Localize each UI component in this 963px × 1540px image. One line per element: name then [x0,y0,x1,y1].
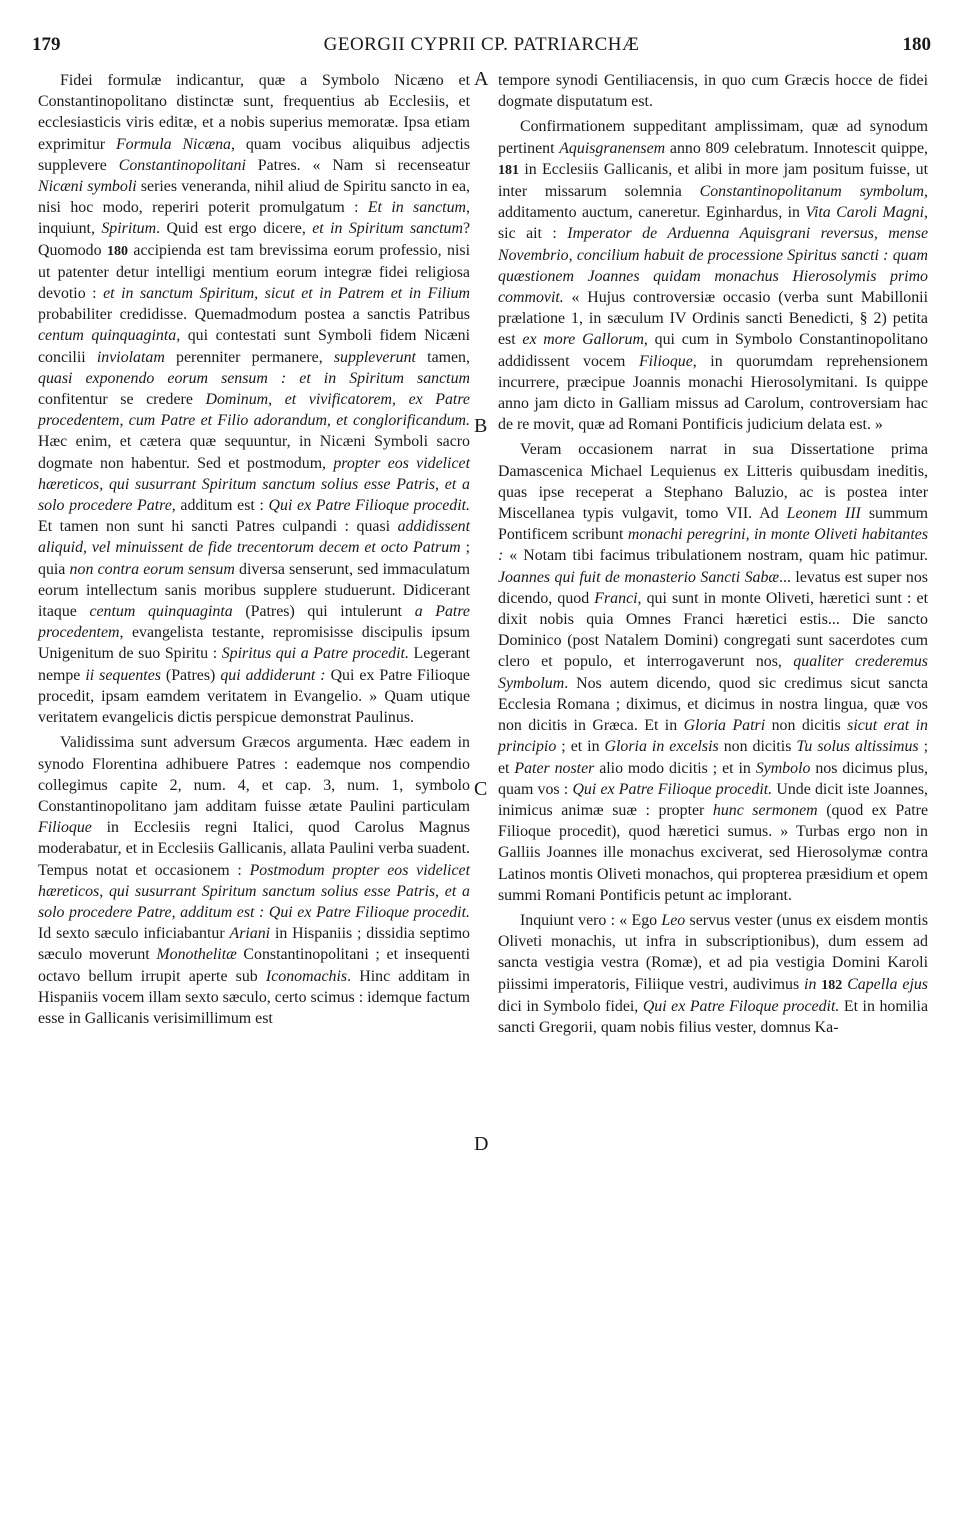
text-run: , sic ait : [498,204,928,243]
text-run: , additum est : [171,497,269,515]
text-run: in Ecclesiis Gallicanis, et alibi in more jam positum fuisse, ut inter missarum solemnia [498,160,928,201]
text-run: tempore synodi Gentiliacensis, in quo cum Græcis hocce de fidei dogmate disputatum est. [498,72,928,111]
margin-letter-b: B [474,415,488,437]
italic-text: qui addiderunt : [220,666,326,684]
right-paragraph-1 [498,70,928,112]
italic-text: monachi peregrini, in monte Oliveti habitantes : [498,526,928,565]
italic-text: Constantinopolitani [118,156,246,174]
page-number-left: 179 [32,34,61,55]
page-number-right: 180 [902,34,931,55]
text-run: ; et [498,738,928,777]
text-run: Constantinopolitani ; et insequenti octavo bellum irrupit aperte sub [38,946,470,985]
running-title: GEORGII CYPRII CP. PATRIARCHÆ [323,34,640,55]
text-run: « Hujus controversiæ occasio (verba sunt Mabillonii prælatione 1, in sæculum IV Ordinis sancti Benedicti, § 2) petita est [498,289,928,349]
text-run: Qui ex Patre Filioque procedit, ipsam eamdem veritatem in Evangelio. » Quam utique veritatem evangelicis dictis perspicue demonstrat Paulinus. [38,666,470,727]
italic-text: Capella ejus [847,975,928,993]
italic-text: Pater noster [514,759,595,777]
right-paragraph-3 [498,439,928,905]
page-header [30,34,933,64]
italic-text: Gloria in excelsis [604,738,719,756]
italic-text: Imperator de Arduenna Aquisgrani reversus, mense Novembrio, concilium habuit de processione Spiritus sancti : quam quæstionem Joannes quidam monachus Hierosolymis primo commovit. [498,225,928,307]
text-run: , evangelista testante, repromisisse discipulis ipsum Unigenitum de suo Spiritu : [38,624,470,663]
left-column [38,70,470,1029]
italic-text: Postmodum propter eos videlicet hæreticos, qui susurrant Spiritum sanctum solius esse Patris, et a solo procedere Patre, additum est : Qui ex Patre Filioque procedit. [38,861,470,921]
left-paragraph-1 [38,70,470,728]
italic-text: et in sanctum Spiritum, sicut et in Patrem et in Filium [103,285,470,303]
text-run: diversa senserunt, sed immaculatum eorum intellectum sanis moribus supplere studuerunt. Didicerant itaque [38,560,470,621]
text-run: , inquiunt, [38,199,470,238]
italic-text: sicut erat in principio [498,717,928,756]
italic-text: Joannes qui fuit de monasterio Sancti Sabæ [498,568,780,586]
text-run: . Nos autem dicendo, quod sic credimus sicut sancta Ecclesia Romana ; diximus, et dicimus in nostra lingua, quæ vos non dicitis in Græca. Et in [498,674,928,735]
italic-text: Leonem III [786,505,861,523]
margin-letter-c: C [474,778,488,800]
italic-text: Leo [661,911,686,929]
italic-text: Filioque [638,352,693,370]
text-run: Et tamen non sunt hi sancti Patres culpandi : quasi [38,518,398,536]
italic-text: qualiter crederemus Symbolum [498,653,928,692]
italic-text: Monothelitæ [156,946,237,964]
margin-letter-d: D [474,1133,489,1155]
italic-text: Dominum, et vivificatorem, ex Patre procedentem, cum Patre et Filio adorandum, et conglorificandum. [38,391,470,430]
text-run: , qui cum in Symbolo Constantinopolitano addidissent vocem [498,331,928,370]
italic-text: propter eos videlicet hæreticos, qui susurrant Spiritum sanctum solius esse Patris, et a solo procedere Patre [38,454,470,515]
right-paragraph-4 [498,910,928,1038]
text-run: , additamento auctum, caneretur. Eginhardus, in [498,183,928,222]
italic-text: centum quinquaginta [38,327,177,345]
text-run: Patres. « Nam si recenseatur [245,156,470,174]
text-run: Legerant nempe [38,645,470,684]
text-run: « Notam tibi facimus tribulationem nostram, quam hic patimur. [503,547,928,565]
italic-text: Franci [594,589,638,607]
text-run: , quam vocibus aliquibus adjectis supplevere [38,135,470,174]
italic-text: ii sequentes [85,666,161,684]
text-run: series veneranda, nihil aliud de Spiritu sancto in ea, nisi hoc modo, reperiri poterit promulgatum : [38,178,470,217]
text-run: Id sexto sæculo inficiabantur [38,925,230,943]
italic-text: non contra eorum sensum [69,560,235,578]
italic-text: quasi exponendo eorum sensum : et in Spiritum sanctum [38,369,470,387]
italic-text: Spiritus qui a Patre procedit. [221,645,409,663]
italic-text: ex more Gallorum [522,331,644,349]
text-run: , qui sunt in monte Oliveti, hæretici sunt : et dixit nobis quia Omnes Franci hæretici estis... Die sancto Dominico (post Natalem Domini) congregati sunt sacerdotes cum clero et populo, et interrogaverunt nos, [498,589,928,671]
italic-text: Et in sanctum [367,199,467,217]
italic-text: centum quinquaginta [89,603,233,621]
italic-text: Constantinopolitanum symbolum [699,183,925,201]
italic-text: suppleverunt [333,348,416,366]
italic-text: Vita Caroli Magni [805,204,925,222]
text-run: , in quorumdam reprehensionem incurrere, præcipue Joannis monachi Hierosolymitani. Is quippe anno jam dicto in Galliam missus ad Carolum, controversiam hac de re movit, quæ ad Romani Pontificis judicium delata est. » [498,352,928,434]
text-run: summum Pontificem scribunt [498,505,928,544]
column-marker: 180 [107,243,128,259]
text-run: ? Quomodo [38,220,470,259]
text-run: (Patres) qui intulerunt [232,603,415,621]
text-run: (quod ex Patre Filioque procedit), quod hæretici sumus. » Turbas ergo non in Galliis Joannes ille monachus exciverat, sed Hierosolymæ contra Latinos montis Oliveti monachos, qui propterea præsidium et opem summi Romani Pontificis petunt ac implorant. [498,801,929,904]
italic-text: a Patre procedentem [38,603,470,642]
italic-text: et in Spiritum sanctum [312,220,463,238]
margin-letter-a: A [474,68,489,90]
italic-text: Formula Nicæna [115,135,231,153]
text-run: non dicitis [718,738,797,756]
column-marker: 182 [821,977,843,993]
text-run: Et in homilia sancti Gregorii, quam nobis filius vester, domnus Ka- [498,997,929,1036]
text-run: Validissima sunt adversum Græcos argumenta. Hæc eadem in synodo Florentina adhibuere Patres : eademque nos compendio collegimus capite 2, num. 4, et cap. 3, num. 1, symbolo Constantinopolitano jam additam fuisse ætate Paulini particulam [38,734,470,815]
italic-text: Ariani [229,925,271,943]
text-run: non dicitis [765,717,848,735]
text-run: Veram occasionem narrat in sua Dissertatione prima Damascenica Michael Lequienus ex Litteris quibusdam ineditis, quas ipse receperat a Stephano Baluzio, ac is postea inter Miscellanea typis vulgavit, tomo VII. Ad [498,441,928,523]
italic-text: Spiritum [101,220,157,238]
italic-text: Qui ex Patre Filioque procedit. [268,497,471,515]
text-run: ... levatus est super nos dicendo, quod [498,568,928,607]
right-column [498,70,928,1038]
italic-text: Aquisgranensem [559,139,666,157]
italic-text: addidissent aliquid, vel minuissent de fide trecentorum decem et octo Patrum [38,518,470,557]
text-run: accipienda est tam brevissima eorum professio, nisi ut patenter detur intelligi mentium eorum integræ fidei religiosa devotio : [38,241,470,303]
text-run: . Hinc additam in Hispaniis vocem illam sexto sæculo, certo scimus : idemque factum esse in Gallicanis verisimillimum est [38,967,470,1027]
italic-text: inviolatam [96,348,165,366]
text-run: probabiliter credidisse. Quemadmodum postea a sanctis Patribus [38,306,470,324]
text-run: dici in Symbolo fidei, [498,997,643,1015]
italic-text: Tu solus altissimus [796,738,919,756]
text-run: ; quia [38,539,470,578]
italic-text: Iconomachis [265,967,348,985]
italic-text: Qui ex Patre Filoque procedit. [642,997,840,1015]
text-run: Confirmationem suppeditant amplissimam, quæ ad synodum pertinent [498,118,928,157]
right-paragraph-2 [498,116,928,435]
italic-text: Filioque [38,819,92,837]
italic-text: Nicæni symboli [38,178,137,196]
italic-text: in [804,975,817,993]
text-run: in Ecclesiis regni Italici, quod Carolus Magnus moderabatur, et in Ecclesiis Gallicanis, allata Paulini verba suadent. Tempus notat et occasionem : [38,819,470,879]
text-run: servus vester (unus ex eisdem montis Oliveti monachis, ut infra in subscriptionibus), dum essem ad sancta vestigia vestra (Romæ), et ad pia vestigia Domini Karoli piissimi imperatoris, Filiique vestri, audivimus [498,911,929,993]
text-run: Inquiunt vero : « Ego [520,911,662,929]
text-run: confitentur se credere [38,391,206,409]
text-run: tamen, [415,348,470,366]
text-run: , qui contestati sunt Symboli fidem Nicæni concilii [38,327,470,366]
text-run: nos dicimus plus, quam vos : [498,759,928,798]
left-paragraph-2 [38,732,470,1029]
italic-text: Gloria Patri [683,717,766,735]
column-marker: 181 [498,162,519,178]
text-run: in Hispaniis ; dissidia septimo sæculo moverunt [38,925,471,964]
text-run: . Quid est ergo dicere, [156,220,313,238]
text-run: (Patres) [160,666,221,684]
italic-text: hunc sermonem [712,801,818,819]
italic-text: Qui ex Patre Filioque procedit. [572,780,773,798]
text-run: Hæc enim, et cætera quæ sequuntur, in Nicæni Symboli sacro dogmate non habentur. Sed et postmodum, [38,433,470,472]
text-run: perenniter permanere, [164,348,334,366]
italic-text: Symbolo [755,759,811,777]
text-run: Unde dicit iste Joannes, inimicus animæ suæ : propter [498,780,928,819]
text-run: anno 809 celebratum. Innotescit quippe, [665,139,929,157]
text-run: Fidei formulæ indicantur, quæ a Symbolo Nicæno et Constantinopolitano distinctæ sunt, frequentius ab Ecclesiis, et ecclesiasticis viris editæ, et a nobis superius memoratæ. Ipsa etiam exprimitur [38,72,470,153]
text-run: alio modo dicitis ; et in [594,759,756,777]
text-run: ; et in [556,738,605,756]
